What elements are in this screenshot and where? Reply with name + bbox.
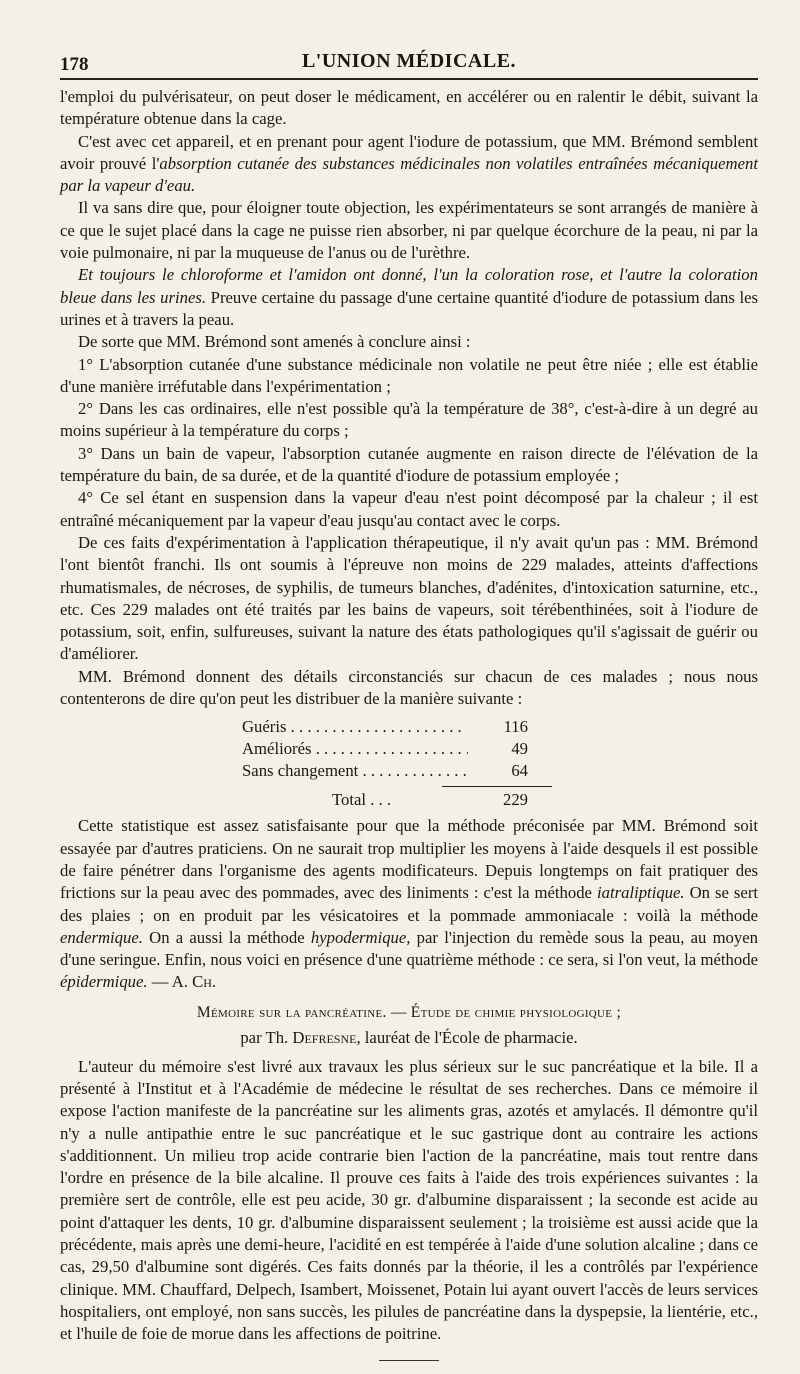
paragraph: De sorte que MM. Brémond sont amenés à conclure ainsi : bbox=[78, 332, 471, 352]
stat-value: 64 bbox=[511, 761, 528, 781]
paragraph: 2° Dans les cas ordinaires, elle n'est possible qu'à la température de 38°, c'est-à-dire à un degré au moins supérieur à la température du corps ; bbox=[60, 399, 758, 441]
text-run: par l'injection du remède sous la peau, au moyen d'une seringue. Enfin, nous voici en présence d'une quatrième méthode : ce sera, si l'on veut, la méthode bbox=[60, 927, 758, 970]
stat-row bbox=[242, 760, 552, 782]
paragraph bbox=[60, 131, 758, 198]
article-byline bbox=[60, 1026, 758, 1050]
italic-run: absorption cutanée des substances médicinales non volatiles entraînées mécaniquement par la vapeur d'eau. bbox=[60, 153, 758, 196]
paragraph: MM. Brémond donnent des détails circonstanciés sur chacun de ces malades ; nous nous contenterons de dire qu'on peut les distribuer de la manière suivante : bbox=[60, 666, 758, 709]
paragraph: 4° Ce sel étant en suspension dans la vapeur d'eau n'est point décomposé par la chaleur ; il est entraîné mécaniquement par la vapeur d'eau jusqu'au contact avec le corps. bbox=[60, 488, 758, 530]
statistics-table bbox=[242, 716, 552, 811]
stat-label: Sans changement . . . bbox=[242, 760, 468, 782]
byline-prefix: par Th. bbox=[240, 1027, 293, 1047]
text-run: On se sert des plaies ; on en produit par les vésicatoires et la pommade ammoniacale : voilà la méthode bbox=[60, 883, 759, 925]
paragraph: l'emploi du pulvérisateur, on peut doser le médicament, en accélérer ou en ralentir le débit, suivant la température obtenue dans la cage. bbox=[60, 87, 758, 129]
italic-run: iatraliptique. bbox=[596, 883, 685, 903]
byline-author: Defresne bbox=[292, 1027, 357, 1047]
text-run: C'est avec cet appareil, et en prenant pour agent l'iodure de potassium, que MM. Brémond semblent avoir prouvé l' bbox=[60, 131, 758, 173]
italic-run: hypodermique, bbox=[310, 927, 411, 947]
stat-total-label: Total . . . bbox=[332, 789, 468, 811]
paragraph bbox=[60, 264, 758, 331]
stat-value: 116 bbox=[503, 717, 528, 737]
paragraph bbox=[60, 815, 758, 993]
stat-total-row bbox=[332, 789, 552, 811]
signature-run: — A. Ch. bbox=[147, 972, 217, 992]
page-header bbox=[60, 40, 758, 80]
italic-run: endermique. bbox=[60, 927, 143, 947]
stat-total-value: 229 bbox=[502, 790, 528, 810]
paragraph: De ces faits d'expérimentation à l'application thérapeutique, il n'y avait qu'un pas : MM. Brémond l'ont bientôt franchi. Ils ont soumis à l'épreuve non moins de 229 malades, atteints d'affections rhumatismales, de nécroses, de syphilis, de tumeurs blanches, d'adénites, d'intoxication saturnine, etc., etc. Ces 229 malades ont été traités par les bains de vapeurs, soit térébenthinées, soit à l'iodure de potassium, soit, enfin, sulfureuses, suivant la nature des états pathologiques qu'il s'agissait de guérir ou d'améliorer. bbox=[60, 532, 758, 664]
paragraph: Il va sans dire que, pour éloigner toute objection, les expérimentateurs se sont arrangés de manière à ce que le sujet placé dans la cage ne puisse rien absorber, ni par quelque écorchure de la peau, ni par la voie pulmonaire, ni par la muqueuse de l'anus ou de l'urèthre. bbox=[60, 198, 758, 263]
article-title: Mémoire sur la pancréatine. — Étude de chimie physiologique ; bbox=[196, 1003, 622, 1021]
byline-suffix: , lauréat de l'École de pharmacie. bbox=[356, 1027, 578, 1047]
stat-label: Guéris . . . bbox=[242, 716, 468, 738]
footer-rule bbox=[379, 1360, 439, 1361]
text-run: Preuve certaine du passage d'une certaine quantité d'iodure de potassium dans les urines et à travers la peau. bbox=[60, 287, 759, 329]
running-title: L'UNION MÉDICALE. bbox=[301, 50, 517, 72]
italic-run: Et toujours le chloroforme et l'amidon ont donné, l'un la coloration rose, et l'autre la coloration bleue dans les urines. bbox=[60, 265, 758, 307]
stat-label: Améliorés . . . bbox=[242, 738, 468, 760]
paragraph: L'auteur du mémoire s'est livré aux travaux les plus sérieux sur le suc pancréatique et la bile. Il a présenté à l'Institut et à l'Académie de médecine le résultat de ses recherches. Dans ce mémoire il expose l'action manifeste de la pancréatine sur les aliments gras, azotés et amylacés. Il démontre qu'il n'y a nulle antipathie entre le suc pancréatique et le suc gastrique dont au contraire les actions s'additionnent. Un milieu trop acide contrarie bien l'action de la pancréatine, mais tout rentre dans l'ordre en présence de la bile alcaline. Il prouve ces faits à l'aide des trois expériences suivantes : la première sert de contrôle, elle est peu acide, 30 gr. d'albumine disparaissent ; la seconde est acide au point d'attaquer les dents, 10 gr. d'albumine disparaissent seulement ; la troisième est aussi acide que la précédente, mais après une demi-heure, l'acidité en est tempérée à l'aide d'une solution alcaline ; dans ce cas, 29,50 d'albumine sont digérés. Ces faits donnés par la théorie, il les a contrôlés par l'expérience clinique. MM. Chauffard, Delpech, Isambert, Moissenet, Potain lui ayant ouvert l'accès de leurs services hospitaliers, ont employé, non sans succès, les pilules de pancréatine dans la dyspepsie, la lientérie, etc., et l'huile de foie de morue dans les affections de poitrine. bbox=[60, 1056, 758, 1344]
paragraph: 1° L'absorption cutanée d'une substance médicinale non volatile ne peut être niée ; elle est établie d'une manière irréfutable dans l'expérimentation ; bbox=[60, 354, 758, 396]
stat-row bbox=[242, 716, 552, 738]
stat-row bbox=[242, 738, 552, 760]
text-run: On a aussi la méthode bbox=[142, 927, 311, 947]
total-rule bbox=[442, 786, 552, 787]
article-body bbox=[60, 86, 758, 1361]
page-number: 178 bbox=[60, 54, 89, 75]
italic-run: épidermique. bbox=[60, 972, 148, 992]
text-run: Cette statistique est assez satisfaisante pour que la méthode préconisée par MM. Brémond soit essayée par d'autres praticiens. On ne saurait trop multiplier les moyens à l'aide desquels il est possible de faire pénétrer dans l'organisme des agents modificateurs. Depuis longtemps on fait pratiquer des frictions sur la peau avec des pommades, avec des liniments : c'est la méthode bbox=[60, 816, 758, 903]
stat-value: 49 bbox=[511, 739, 528, 759]
paragraph: 3° Dans un bain de vapeur, l'absorption cutanée augmente en raison directe de l'élévation de la température du bain, de sa durée, et de la quantité d'iodure de potassium employée ; bbox=[60, 443, 758, 486]
